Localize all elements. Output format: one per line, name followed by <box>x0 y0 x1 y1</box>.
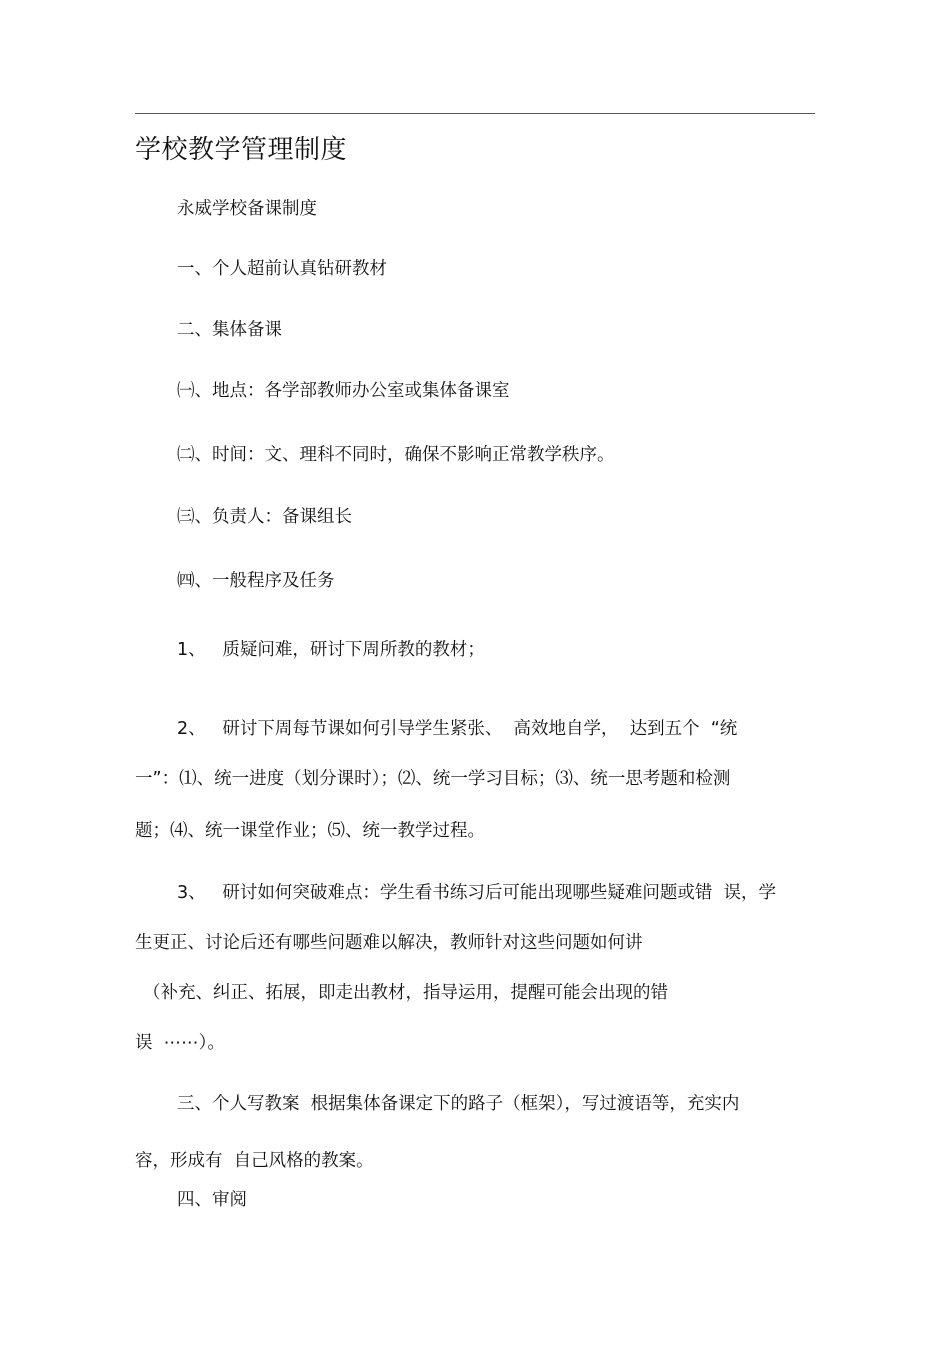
list-item: 1、 质疑问难，研讨下周所教的教材； <box>177 640 485 660</box>
subsection-item: ㈡、时间：文、理科不同时，确保不影响正常教学秩序。 <box>177 445 615 465</box>
list-item: 2、 研讨下周每节课如何引导学生紧张、 高效地自学， 达到五个 “统 <box>177 719 738 739</box>
document-subtitle: 永威学校备课制度 <box>177 199 317 219</box>
section-heading: 三、个人写教案 根据集体备课定下的路子（框架），写过渡语等，充实内 <box>177 1094 740 1114</box>
header-rule <box>135 113 815 114</box>
paragraph-line: 生更正、讨论后还有哪些问题难以解决，教师针对这些问题如何讲 <box>135 933 643 953</box>
paragraph-line: 误 ⋯⋯）。 <box>135 1033 225 1053</box>
paragraph-line: 题；⑷、统一课堂作业；⑸、统一教学过程。 <box>135 821 485 841</box>
section-heading: 一、个人超前认真钻研教材 <box>177 259 387 279</box>
document-title: 学校教学管理制度 <box>135 135 348 165</box>
paragraph-line: 一”：⑴、统一进度（划分课时）；⑵、统一学习目标；⑶、统一思考题和检测 <box>135 769 731 789</box>
paragraph-line: 容，形成有 自己风格的教案。 <box>135 1151 374 1171</box>
section-heading: 二、集体备课 <box>177 320 282 340</box>
paragraph-line: （补充、纠正、拓展，即走出教材，指导运用，提醒可能会出现的错 <box>143 983 668 1003</box>
subsection-item: ㈢、负责人：备课组长 <box>177 507 352 527</box>
section-heading: 四、审阅 <box>177 1190 247 1210</box>
list-item: 3、 研讨如何突破难点：学生看书练习后可能出现哪些疑难问题或错 误，学 <box>177 883 776 903</box>
subsection-item: ㈠、地点：各学部教师办公室或集体备课室 <box>177 381 510 401</box>
subsection-item: ㈣、一般程序及任务 <box>177 571 335 591</box>
